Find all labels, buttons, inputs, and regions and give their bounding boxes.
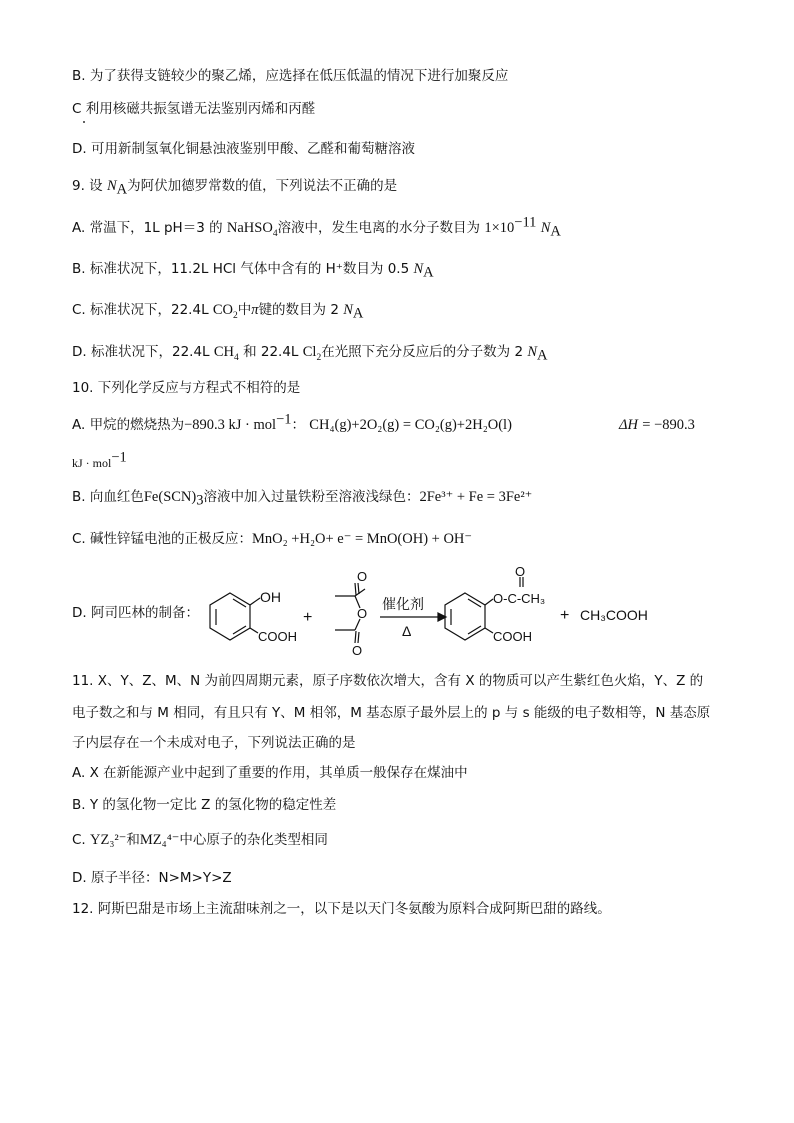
q11-option-b: B. Y 的氢化物一定比 Z 的氢化物的稳定性差	[72, 797, 337, 813]
plus-sign-2: +	[560, 607, 570, 624]
q10-option-b: B. 向血红色$Fe(SCN)_3$溶液中加入过量铁粉至溶液浅绿色：2Fe³⁺ + Fe = 3Fe²⁺	[72, 489, 533, 509]
q10-option-d-label: D. 阿司匹林的制备：	[72, 605, 199, 621]
q12-stem: 12. 阿斯巴甜是市场上主流甜味剂之一，以下是以天门冬氨酸为原料合成阿斯巴甜的路线。	[72, 901, 611, 917]
q8-option-c: C 利用核磁共振氢谱无法鉴别丙烯和丙醛	[72, 101, 316, 117]
q10-option-a-unit: kJ · mol$^{-1}$	[72, 449, 127, 470]
carboxyl-label-1: COOH	[258, 629, 297, 644]
acetic-acid-label: CH₃COOH	[580, 607, 648, 623]
hydroxyl-label: OH	[260, 589, 281, 605]
aspirin-reaction-scheme	[200, 565, 670, 660]
catalyst-label: 催化剂	[382, 597, 424, 613]
plus-sign-1: +	[303, 609, 313, 626]
q11-stem-line-3: 子内层存在一个未成对电子，下列说法正确的是	[72, 735, 356, 751]
anhydride-o-bot: O	[352, 643, 363, 658]
q9-stem: 9. 设 $N_A$为阿伏加德罗常数的值，下列说法不正确的是	[72, 178, 398, 198]
q9-option-d: D. 标准状况下，22.4L $CH_4$ 和 22.4L $Cl_2$在光照下充分反应后的分子数为 2 $N_A$	[72, 344, 548, 364]
q10-stem: 10. 下列化学反应与方程式不相符的是	[72, 380, 301, 396]
q11-option-d: D. 原子半径：N>M>Y>Z	[72, 870, 232, 886]
q9-option-b: B. 标准状况下，11.2L HCl 气体中含有的 H⁺数目为 0.5 $N_A$	[72, 261, 434, 281]
stray-dot	[83, 121, 85, 123]
carboxyl-label-2: COOH	[493, 629, 532, 644]
q8-option-d: D. 可用新制氢氧化铜悬浊液鉴别甲酸、乙醛和葡萄糖溶液	[72, 141, 415, 157]
anhydride-o-mid: O	[357, 606, 368, 621]
acetyl-label: O-C-CH₃	[493, 591, 546, 606]
q9-option-a: A. 常温下，1L pH＝3 的 NaHSO$_4$溶液中，发生电离的水分子数目为 $1\times 10^{-11}$ $N_A$	[72, 214, 561, 240]
heat-label: Δ	[402, 623, 412, 639]
q11-option-a: A. X 在新能源产业中起到了重要的作用，其单质一般保存在煤油中	[72, 765, 468, 781]
anhydride-o-top: O	[357, 569, 368, 584]
q11-option-c: C. YZ₃²⁻和MZ₄⁴⁻中心原子的杂化类型相同	[72, 832, 328, 848]
q11-stem-line-2: 电子数之和与 M 相同，有且只有 Y、M 相邻，M 基态原子最外层上的 p 与 s 能级的电子数相等，N 基态原	[72, 705, 711, 721]
q10-option-a: A. 甲烷的燃烧热为−890.3 kJ · mol$^{-1}$： CH₄(g)+2O₂(g) = CO₂(g)+2H₂O(l)	[72, 411, 512, 433]
q8-option-b: B. 为了获得支链较少的聚乙烯，应选择在低压低温的情况下进行加聚反应	[72, 68, 509, 84]
q10-option-c: C. 碱性锌锰电池的正极反应：MnO₂ +H₂O+ e⁻ = MnO(OH) + OH⁻	[72, 531, 473, 547]
q10-option-a-enthalpy: ΔH = −890.3	[619, 417, 695, 433]
q9-option-c: C. 标准状况下，22.4L $CO_2$中π键的数目为 2 $N_A$	[72, 302, 364, 322]
q11-stem-line-1: 11. X、Y、Z、M、N 为前四周期元素，原子序数依次增大，含有 X 的物质可以产生紫红色火焰，Y、Z 的	[72, 673, 704, 689]
aspirin-carbonyl-o: O	[515, 565, 526, 579]
